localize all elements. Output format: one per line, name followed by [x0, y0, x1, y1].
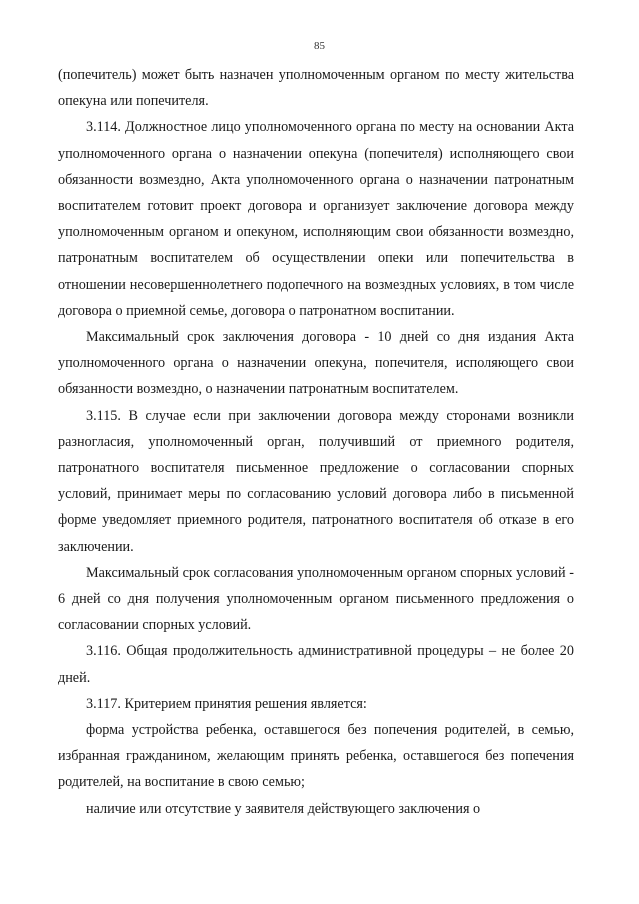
paragraph-criterion-conclusion: наличие или отсутствие у заявителя действующего заключения о — [86, 800, 481, 817]
paragraph-3-114: 3.114. Должностное лицо уполномоченного органа по месту на основании Акта уполномоченного органа о назначении опекуна (попечителя) исполняющего свои обязанности возмездно, Акта уполномоченного органа о назначении патронатным воспитателем готовит проект договора и организует заключение договора между уполномоченным органом и опекуном, исполняющим свои обязанности возмездно, патронатным воспитателем об осуществлении опеки или попечительства в отношении несовершеннолетнего подопечного на возмездных условиях, в том числе договора о приемной семье, договора о патронатном воспитании. — [58, 119, 574, 319]
paragraph-3-117: 3.117. Критерием принятия решения является: — [86, 695, 367, 712]
paragraph-3-116: 3.116. Общая продолжительность административной процедуры – не более 20 дней. — [58, 643, 574, 686]
paragraph-criterion-placement-form: форма устройства ребенка, оставшегося без попечения родителей, в семью, избранная гражданином, желающим принять ребенка, оставшегося без попечения родителей, на воспитание в свою семью; — [58, 722, 574, 791]
document-body — [58, 62, 574, 822]
paragraph-contract-deadline: Максимальный срок заключения договора - 10 дней со дня издания Акта уполномоченного органа о назначении опекуна, попечителя, исполяющего свои обязанности возмездно, о назначении патронатным воспитателем. — [58, 329, 574, 398]
paragraph-agreement-deadline: Максимальный срок согласования уполномоченным органом спорных условий - 6 дней со дня получения уполномоченным органом письменного предложения о согласовании спорных условий. — [58, 564, 574, 634]
page-number: 85 — [314, 40, 325, 52]
paragraph-continuation: (попечитель) может быть назначен уполномоченным органом по месту жительства опекуна или попечителя. — [58, 67, 574, 110]
paragraph-3-115: 3.115. В случае если при заключении договора между сторонами возникли разногласия, уполномоченный орган, получивший от приемного родителя, патронатного воспитателя письменное предложение о согласовании спорных условий, принимает меры по согласованию условий договора либо в письменной форме уведомляет приемного родителя, патронатного воспитателя об отказе в его заключении. — [58, 407, 574, 555]
